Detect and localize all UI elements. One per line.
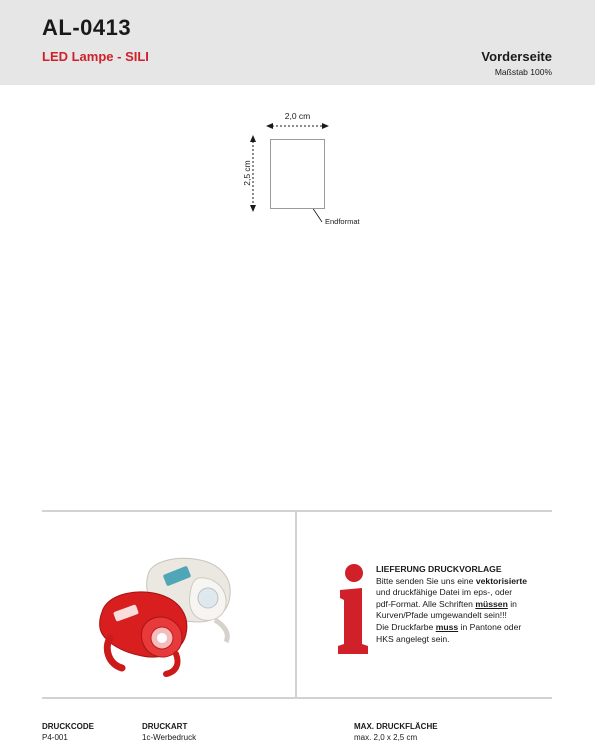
height-arrow-bottom	[250, 205, 256, 212]
info-line6: HKS angelegt sein.	[376, 633, 450, 644]
info-title: LIEFERUNG DRUCKVORLAGE	[376, 564, 502, 574]
product-photo	[80, 540, 255, 680]
druckcode-label: DRUCKCODE	[42, 722, 94, 731]
width-arrow-left	[266, 123, 273, 129]
article-code: AL-0413	[42, 15, 132, 40]
divider-bottom	[42, 697, 552, 699]
info-line4: Kurven/Pfade umgewandelt sein!!!	[376, 610, 507, 621]
scale-label: Maßstab 100%	[494, 67, 552, 77]
druckart-label: DRUCKART	[142, 722, 188, 731]
info-line1: Bitte senden Sie uns eine	[376, 575, 476, 586]
druckflaeche-value: max. 2,0 x 2,5 cm	[354, 733, 418, 742]
delivery-info	[376, 564, 556, 645]
info-line2: und druckfähige Datei im eps-, oder	[376, 587, 513, 598]
druckflaeche-label: MAX. DRUCKFLÄCHE	[354, 722, 438, 731]
height-label: 2,5 cm	[242, 160, 252, 186]
product-name: LED Lampe - SILI	[42, 49, 149, 64]
endformat-leader	[312, 207, 322, 222]
endformat-label: Endformat	[325, 217, 360, 226]
width-label: 2,0 cm	[284, 111, 311, 121]
divider-middle	[295, 512, 297, 697]
info-icon	[334, 564, 370, 656]
endformat-rectangle	[270, 139, 325, 209]
width-arrow-right	[322, 123, 329, 129]
druckcode-value: P4-001	[42, 733, 68, 742]
info-line3: pdf-Format. Alle Schriften	[376, 598, 476, 609]
info-text	[376, 576, 556, 646]
divider-top	[42, 510, 552, 512]
info-line5: Die Druckfarbe	[376, 621, 436, 632]
side-label: Vorderseite	[481, 49, 552, 64]
red-lamp	[100, 592, 187, 674]
footer-druckart	[142, 721, 196, 743]
footer-druckflaeche	[354, 721, 438, 743]
footer-druckcode	[42, 721, 94, 743]
info-line3-underlined: müssen	[475, 598, 508, 609]
height-arrow-top	[250, 135, 256, 142]
druckart-value: 1c-Werbedruck	[142, 733, 197, 742]
info-line5-end: in Pantone oder	[458, 621, 522, 632]
info-line1-bold: vektorisierte	[475, 575, 527, 586]
info-line5-underlined: muss	[435, 621, 459, 632]
info-line3-end: in	[507, 598, 517, 609]
